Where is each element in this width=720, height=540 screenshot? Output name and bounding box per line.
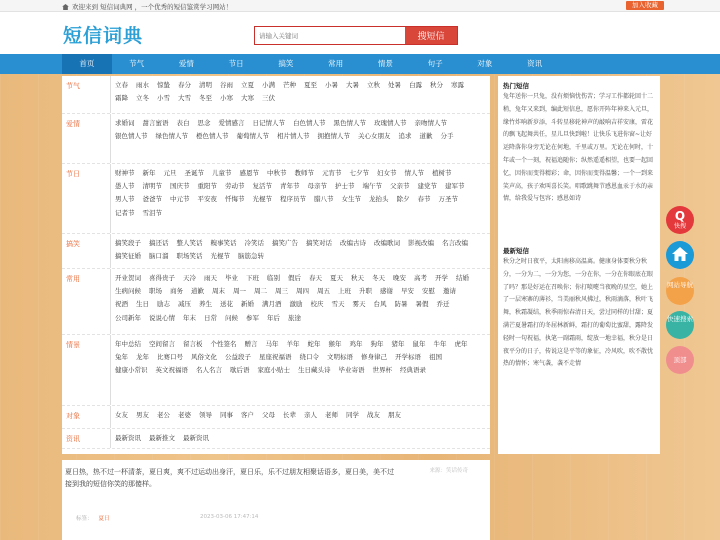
category-link[interactable]: 祖国 <box>429 353 442 362</box>
category-link[interactable]: 端午节 <box>362 182 382 191</box>
category-link[interactable]: 父母 <box>262 411 275 419</box>
category-link[interactable]: 妇女节 <box>377 169 397 177</box>
home-button[interactable] <box>666 241 694 269</box>
category-link[interactable]: 临别 <box>267 274 280 282</box>
category-link[interactable]: 龙年 <box>136 353 149 362</box>
category-link[interactable]: 拥抱情人节 <box>317 132 350 141</box>
category-link[interactable]: 长辈 <box>283 411 296 419</box>
category-link[interactable]: 激励 <box>289 300 303 309</box>
category-link[interactable]: 上班 <box>338 287 351 296</box>
category-link[interactable]: 生日藏头诗 <box>298 366 331 375</box>
category-link[interactable]: 男人节 <box>115 195 135 204</box>
category-link[interactable]: 毕业寄语 <box>338 366 365 375</box>
new-sms-text[interactable]: 秋分之时日夜平，太阳南移高温离。健康身体要秋分秋分，一分为二，一分为您，一分在你，一分在你眼底在眼了吗？那是好运在召唤你；你打喷嚏当夜晚的星空，她上了一层寒寨的薄衫，当美丽秋风拂过，秋雨滴落，秋叶飞舞，秋霜凝结，秋季雨惊春清日天，尝过同样的甘甜；夏满芒夏暑霜打的冬屈林新鲜，霜打的葡萄比蜜甜，露降发轻时一句祝福，执笔一副霜雨，绽放一地幸福，秋分是日夜平分的日子，传说这是平等的象征，冷风吹，吹不散忧热的情怀；寒气袭，袭不走情 <box>503 258 654 368</box>
category-link[interactable]: 白色情人节 <box>293 119 326 127</box>
category-link[interactable]: 兔年 <box>115 353 128 362</box>
category-link[interactable]: 白露 <box>409 81 422 89</box>
category-link[interactable]: 秋天 <box>351 274 364 282</box>
category-link[interactable]: 假后 <box>288 274 301 282</box>
category-link[interactable]: 道歉 <box>191 287 204 296</box>
category-link[interactable]: 年后 <box>267 313 280 322</box>
category-link[interactable]: 立冬 <box>136 94 149 103</box>
category-link[interactable]: 搞笑段子 <box>115 239 141 247</box>
category-link[interactable]: 光棍节 <box>210 252 230 261</box>
category-link[interactable]: 歇后语 <box>230 366 250 375</box>
welcome-text <box>62 2 232 11</box>
category-link[interactable]: 分手 <box>440 132 454 141</box>
category-link[interactable]: 关心女朋友 <box>358 132 391 141</box>
category-link[interactable]: 青年节 <box>280 182 300 191</box>
category-link[interactable]: 减压 <box>178 300 191 309</box>
category-link[interactable]: 马年 <box>265 340 279 348</box>
category-link[interactable]: 暑假 <box>415 300 429 309</box>
category-link[interactable]: 最新推文 <box>149 434 175 442</box>
category-link[interactable]: 大暑 <box>346 81 359 89</box>
category-link[interactable]: 周三 <box>275 287 288 296</box>
category-link[interactable]: 中元节 <box>170 195 190 204</box>
main-nav <box>0 54 720 74</box>
category-link[interactable]: 个性签名 <box>210 340 237 348</box>
category-link[interactable]: 搞笑广告 <box>272 239 298 247</box>
category-link[interactable]: 家庭小贴士 <box>257 366 290 375</box>
category-link[interactable]: 名人名言 <box>196 366 222 375</box>
category-link[interactable]: 元旦 <box>163 169 177 177</box>
category-link[interactable]: 公司新年 <box>115 313 141 322</box>
category-link[interactable]: 改编古诗 <box>340 239 366 247</box>
fast-search-button[interactable]: 快速搜索 <box>666 311 694 339</box>
category-link[interactable]: 毕业 <box>225 274 238 282</box>
category-link[interactable]: 复活节 <box>252 182 272 191</box>
category-link[interactable]: 职场笑话 <box>176 252 203 261</box>
back-to-top-button[interactable]: 顶部 <box>666 346 694 374</box>
category-link[interactable]: 天冷 <box>183 274 196 282</box>
category-link[interactable]: 整人笑话 <box>176 239 203 247</box>
nav-item-9[interactable]: 资讯 <box>527 59 543 68</box>
category-link[interactable]: 大雪 <box>178 94 191 103</box>
category-link[interactable]: 励志 <box>157 300 170 309</box>
category-link[interactable]: 立春 <box>115 81 128 89</box>
category-link[interactable]: 雨水 <box>136 81 149 89</box>
category-link[interactable]: 女友 <box>115 411 128 419</box>
article-source: 来源：笑话传奇 <box>429 468 468 474</box>
category-link[interactable]: 鸡年 <box>349 340 363 348</box>
search-box <box>254 26 458 45</box>
category-link[interactable]: 送花 <box>220 300 233 309</box>
category-link[interactable]: 小满 <box>262 81 275 89</box>
nav-item-6[interactable]: 情景 <box>377 59 393 68</box>
category-link[interactable]: 三伏 <box>262 94 275 103</box>
category-link[interactable]: 元宵节 <box>322 169 342 177</box>
category-link[interactable]: 雨天 <box>204 274 217 282</box>
category-link[interactable]: 早安 <box>401 287 414 296</box>
category-link[interactable]: 老公 <box>157 411 170 419</box>
category-link[interactable]: 光棍节 <box>252 195 272 204</box>
category-link[interactable]: 清明 <box>199 81 212 89</box>
category-link[interactable]: 愚人节 <box>115 182 135 191</box>
category-link[interactable]: 修身律己 <box>361 353 387 362</box>
category-link[interactable]: 护士节 <box>335 182 355 191</box>
category-link[interactable]: 安慰 <box>422 287 435 296</box>
category-row <box>62 114 490 164</box>
category-link[interactable]: 万圣节 <box>438 195 458 204</box>
category-row <box>62 406 490 429</box>
category-link[interactable]: 立夏 <box>241 81 254 89</box>
nav-item-4[interactable]: 搞笑 <box>278 59 294 68</box>
category-link[interactable]: 生病问候 <box>115 287 141 296</box>
category-link[interactable]: 虎年 <box>454 340 468 348</box>
category-link[interactable]: 猴年 <box>328 340 342 348</box>
category-link[interactable]: 邀请 <box>443 287 456 296</box>
category-link[interactable]: 经典语录 <box>400 366 426 375</box>
category-link[interactable]: 程序员节 <box>280 195 306 204</box>
category-link[interactable]: 职场 <box>149 287 162 296</box>
category-link[interactable]: 小暑 <box>325 81 338 89</box>
category-row <box>62 164 490 234</box>
category-row <box>62 76 490 114</box>
category-link[interactable]: 周二 <box>254 287 267 296</box>
category-link[interactable]: 春分 <box>178 81 191 89</box>
category-link[interactable]: 同事 <box>220 411 233 419</box>
category-link[interactable]: 除夕 <box>396 195 410 204</box>
category-link[interactable]: 日记情人节 <box>252 119 285 127</box>
category-link[interactable]: 春天 <box>309 274 322 282</box>
category-link[interactable]: 开学标语 <box>395 353 421 362</box>
category-link[interactable]: 脑口溜 <box>149 252 169 261</box>
nav-item-7[interactable]: 句子 <box>427 59 443 68</box>
category-title[interactable]: 对象 <box>66 412 80 420</box>
category-link[interactable]: 黑色情人节 <box>333 119 366 127</box>
category-link[interactable]: 冷笑话 <box>244 239 264 247</box>
category-link[interactable]: 银色情人节 <box>115 132 148 141</box>
category-link[interactable]: 教师节 <box>294 169 314 177</box>
home-icon <box>62 4 69 10</box>
category-title[interactable]: 节气 <box>66 82 80 90</box>
category-link[interactable]: 校庆 <box>310 300 324 309</box>
quick-search-button[interactable] <box>666 206 694 234</box>
category-link[interactable]: 国庆节 <box>170 182 190 191</box>
category-links <box>110 76 484 113</box>
quick-search-label: 快搜 <box>673 223 686 230</box>
category-row <box>62 335 490 406</box>
category-link[interactable]: 年中总结 <box>115 340 141 348</box>
category-title[interactable]: 情景 <box>66 341 80 349</box>
category-link[interactable]: 甜言蜜语 <box>142 119 169 127</box>
category-link[interactable]: 搞笑征婚 <box>115 252 141 261</box>
category-link[interactable]: 防暑 <box>394 300 408 309</box>
category-link[interactable]: 龙抬头 <box>369 195 389 204</box>
category-link[interactable]: 平安夜 <box>197 195 217 204</box>
category-link[interactable]: 表白 <box>176 119 190 127</box>
category-link[interactable]: 星座祝福语 <box>259 353 292 362</box>
category-link[interactable]: 下班 <box>246 274 259 282</box>
category-link[interactable]: 处暑 <box>388 81 401 89</box>
category-link[interactable]: 朋友 <box>388 411 401 419</box>
header <box>0 12 720 54</box>
category-link[interactable]: 父亲节 <box>390 182 410 191</box>
category-link[interactable]: 搞笑对话 <box>306 239 332 247</box>
category-link[interactable]: 建党节 <box>417 182 437 191</box>
category-link[interactable]: 求婚词 <box>115 119 135 127</box>
category-row <box>62 269 490 335</box>
category-link[interactable]: 圣诞节 <box>184 169 204 177</box>
category-link[interactable]: 道歉 <box>419 132 433 141</box>
category-title[interactable]: 爱情 <box>66 120 80 128</box>
category-link[interactable]: 霜降 <box>115 94 128 103</box>
category-link[interactable]: 爸爸节 <box>142 195 162 204</box>
site-nav-button[interactable]: 网站导航 <box>666 277 694 305</box>
category-link[interactable]: 老婆 <box>178 411 191 419</box>
category-link[interactable]: 公益段子 <box>225 353 251 362</box>
category-link[interactable]: 牛年 <box>433 340 447 348</box>
category-link[interactable]: 商务 <box>170 287 183 296</box>
category-link[interactable]: 感谢 <box>380 287 393 296</box>
category-link[interactable]: 财神节 <box>115 169 135 177</box>
category-link[interactable]: 亲吻情人节 <box>414 119 447 127</box>
category-link[interactable]: 日常 <box>204 313 217 322</box>
category-link[interactable]: 劳动节 <box>225 182 245 191</box>
category-title[interactable]: 搞笑 <box>66 240 80 248</box>
category-link[interactable]: 大寒 <box>241 94 254 103</box>
article-card <box>62 460 490 540</box>
category-link[interactable]: 新婚 <box>241 300 254 309</box>
category-link[interactable]: 英文祝福语 <box>155 366 188 375</box>
article-date: 2023-03-06 17:47:14 <box>200 514 259 520</box>
hot-sms-title: 热门短信 <box>503 82 529 90</box>
welcome-label: 欢迎来到 短信词典网 ，一个优秀的短信鉴赏学习网站！ <box>72 3 233 11</box>
category-link[interactable]: 结婚 <box>456 274 469 282</box>
category-link[interactable]: 满月酒 <box>262 300 282 309</box>
category-link[interactable]: 雪天 <box>331 300 345 309</box>
category-link[interactable]: 重阳节 <box>197 182 217 191</box>
category-link[interactable]: 空间留言 <box>149 340 175 348</box>
category-link[interactable]: 惊蛰 <box>157 81 170 89</box>
category-links <box>110 114 484 163</box>
nav-item-0[interactable]: 首页 <box>62 54 112 74</box>
category-link[interactable]: 谷雨 <box>220 81 233 89</box>
category-link[interactable]: 夏天 <box>330 274 343 282</box>
category-links <box>110 269 484 334</box>
category-link[interactable]: 同学 <box>346 411 359 419</box>
category-link[interactable]: 建军节 <box>445 182 465 191</box>
tags-label: 标签： <box>76 516 93 522</box>
category-link[interactable]: 植树节 <box>432 169 452 177</box>
category-link[interactable]: 葡萄情人节 <box>236 132 269 141</box>
category-link[interactable]: 春节 <box>417 195 431 204</box>
category-link[interactable]: 秋分 <box>430 81 443 89</box>
category-link[interactable]: 羊年 <box>286 340 300 348</box>
category-link[interactable]: 绿色情人节 <box>155 132 188 141</box>
category-link[interactable]: 追求 <box>398 132 412 141</box>
category-link[interactable]: 中秋节 <box>267 169 287 177</box>
category-link[interactable]: 七夕节 <box>349 169 369 177</box>
category-link[interactable]: 参军 <box>246 313 259 322</box>
category-link[interactable]: 升职 <box>359 287 372 296</box>
category-link[interactable]: 糗事笑话 <box>210 239 237 247</box>
category-title[interactable]: 资讯 <box>66 435 80 443</box>
category-title[interactable]: 常用 <box>66 275 80 283</box>
category-link[interactable]: 祝酒 <box>115 300 128 309</box>
category-link[interactable]: 腊八节 <box>314 195 334 204</box>
category-link[interactable]: 儿童节 <box>212 169 232 177</box>
category-link[interactable]: 立秋 <box>367 81 380 89</box>
category-link[interactable]: 相片情人节 <box>277 132 310 141</box>
category-link[interactable]: 记者节 <box>115 208 135 217</box>
category-link[interactable]: 爱情感言 <box>218 119 245 127</box>
category-link[interactable]: 周一 <box>233 287 246 296</box>
category-link[interactable]: 清明节 <box>142 182 162 191</box>
category-link[interactable]: 芒种 <box>283 81 296 89</box>
category-title[interactable]: 节日 <box>66 170 80 178</box>
category-links <box>110 406 484 428</box>
hot-sms-text[interactable]: 兔年送你一只兔，没有烦恼忧伤苦；学习工作都轮回十二稍，兔年又来到，编此短信息，愿你开阵年神来入元旦，缘竹炸响新岁添，斗转星移轮神声的敲响吉祥安康，雷花的飘飞起舞共任，星儿旦快到啦！让快乐飞进你窗~让好运降落你身旁无论在何地，千里或万里。无论在何时，十年或一个一刻，祝福追随你；纵然遥遥相望，也要一起回忆，因你而变得精彩；命，因你而变得温馨；一个一到来笑声高，孩子欢叫喜长笑。唱歌跳舞节感恩血汞于水的亲情，给我爱与包容；感恩如诗 <box>503 93 654 203</box>
category-link[interactable]: 战友 <box>367 411 380 419</box>
add-favorite-button[interactable]: 加入收藏 <box>626 1 664 10</box>
category-row <box>62 429 490 449</box>
article-tags <box>76 514 110 522</box>
category-link[interactable]: 世界杯 <box>372 366 392 375</box>
category-link[interactable]: 雾天 <box>352 300 366 309</box>
category-link[interactable]: 生日 <box>136 300 149 309</box>
category-link[interactable]: 养生 <box>199 300 212 309</box>
tag-link[interactable]: 夏日 <box>98 516 110 522</box>
category-link[interactable]: 猪年 <box>391 340 405 348</box>
search-input[interactable] <box>255 27 405 44</box>
category-link[interactable]: 名言改编 <box>442 239 468 247</box>
category-link[interactable]: 影视改编 <box>408 239 434 247</box>
category-link[interactable]: 思念 <box>197 119 211 127</box>
category-link[interactable]: 冬至 <box>199 94 212 103</box>
nav-item-2[interactable]: 爱情 <box>178 59 194 68</box>
home-icon <box>672 247 688 261</box>
category-link[interactable]: 最新资讯 <box>183 434 209 442</box>
category-link[interactable]: 新年 <box>142 169 156 177</box>
category-panel <box>62 76 490 454</box>
category-link[interactable]: 夏至 <box>304 81 317 89</box>
category-link[interactable]: 开学 <box>435 274 448 282</box>
category-link[interactable]: 最新资讯 <box>115 434 141 442</box>
category-link[interactable]: 文明标语 <box>327 353 353 362</box>
category-link[interactable]: 情人节 <box>404 169 424 177</box>
category-link[interactable]: 喜得贵子 <box>149 274 175 282</box>
category-link[interactable]: 小雪 <box>157 94 170 103</box>
category-link[interactable]: 周五 <box>317 287 330 296</box>
category-links <box>110 234 484 268</box>
category-link[interactable]: 高考 <box>414 274 427 282</box>
category-link[interactable]: 鼠年 <box>412 340 426 348</box>
category-link[interactable]: 忏悔节 <box>225 195 245 204</box>
category-link[interactable]: 旅途 <box>288 313 301 322</box>
top-bar <box>0 0 720 12</box>
category-link[interactable]: 改编歌词 <box>374 239 400 247</box>
category-link[interactable]: 晚安 <box>393 274 406 282</box>
nav-item-5[interactable]: 常用 <box>328 59 344 68</box>
category-link[interactable]: 留言板 <box>183 340 203 348</box>
category-link[interactable]: 比赛口号 <box>157 353 183 362</box>
search-button[interactable]: 搜短信 <box>405 27 457 44</box>
category-link[interactable]: 风俗文化 <box>191 353 217 362</box>
category-link[interactable]: 橙色情人节 <box>196 132 229 141</box>
category-link[interactable]: 客户 <box>241 411 254 419</box>
category-link[interactable]: 年末 <box>183 313 196 322</box>
category-row <box>62 234 490 269</box>
site-logo[interactable]: 短信词典 <box>63 25 144 47</box>
category-links <box>110 164 484 233</box>
category-link[interactable]: 老师 <box>325 411 338 419</box>
category-link[interactable]: 冬天 <box>372 274 385 282</box>
category-link[interactable]: 周末 <box>212 287 225 296</box>
category-link[interactable]: 女生节 <box>341 195 361 204</box>
category-link[interactable]: 说说心情 <box>149 313 175 322</box>
category-link[interactable]: 寒露 <box>451 81 464 89</box>
search-q-icon: Q <box>674 209 686 223</box>
category-link[interactable]: 搞还话 <box>149 239 169 247</box>
category-link[interactable]: 领导 <box>199 411 212 419</box>
category-link[interactable]: 感恩节 <box>239 169 259 177</box>
nav-item-8[interactable]: 对象 <box>477 59 493 68</box>
category-link[interactable]: 开业贺词 <box>115 274 141 282</box>
category-link[interactable]: 健康小常识 <box>115 366 148 375</box>
category-link[interactable]: 问候 <box>225 313 238 322</box>
category-link[interactable]: 赠言 <box>244 340 258 348</box>
category-link[interactable]: 母亲节 <box>307 182 327 191</box>
category-link[interactable]: 周四 <box>296 287 309 296</box>
category-links <box>110 429 484 448</box>
article-text[interactable]: 夏日热，热不过一杯清茶，夏日爽，爽不过运动出身汗，夏日乐，乐不过朋友相聚话语多，夏日美，美不过接到我的短信你笑的那傻样。 <box>65 468 394 488</box>
new-sms-title: 最新短信 <box>503 247 529 255</box>
category-link[interactable]: 狗年 <box>370 340 384 348</box>
category-links <box>110 335 484 405</box>
category-link[interactable]: 乔迁 <box>436 300 450 309</box>
category-link[interactable]: 小寒 <box>220 94 233 103</box>
category-link[interactable]: 亲人 <box>304 411 317 419</box>
category-link[interactable]: 蛇年 <box>307 340 321 348</box>
category-link[interactable]: 男友 <box>136 411 149 419</box>
category-link[interactable]: 雪泪节 <box>142 208 162 217</box>
sidebar <box>498 76 660 454</box>
nav-item-1[interactable]: 节气 <box>129 59 145 68</box>
category-link[interactable]: 台风 <box>373 300 387 309</box>
category-link[interactable]: 绕口令 <box>299 353 319 362</box>
category-link[interactable]: 脑筋急转 <box>238 252 264 261</box>
category-link[interactable]: 玫瑰情人节 <box>374 119 407 127</box>
nav-item-3[interactable]: 节日 <box>228 59 244 68</box>
